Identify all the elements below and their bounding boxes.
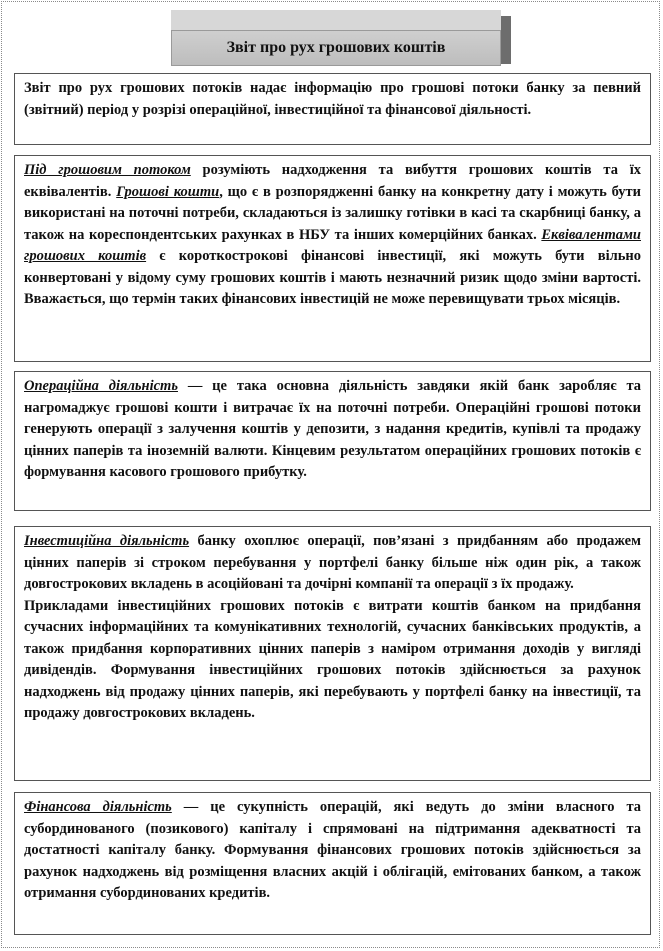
investing-examples: Прикладами інвестиційних грошових потоків є витрати коштів банком на придбання сучасних інформаційних та комунікативних технологій, сучасних банківських продуктів, а також придбання корпоративних цінних паперів з наміром отримання доходів у вигляді дивідендів. Формування інвестиційних грошових потоків здійснюється за рахунок надходжень від продажу цінних паперів, які перебувають у портфелі банку на інвестиції, та продажу довгострокових вкладень. [24,597,641,721]
investing-term: Інвестиційна діяльність [24,533,190,549]
operating-activity-card [14,371,651,511]
title-banner [171,10,511,65]
equivalents-text: є короткострокові фінансові інвестиції, які можуть бути вільно конвертовані у відому суму грошових коштів і мають незначний ризик щодо зміни вартості. Вважається, що термін таких фінансових інвестицій не може перевищувати трьох місяців. [24,248,642,307]
definitions-card [14,155,651,362]
cash-text: , що є в розпорядженні банку на конкретну дату і можуть бути використані на поточні потреби, складаються із залишку готівки в касі та скарбниці банку, а також на кореспондентських рахунках в НБУ та інших комерційних банках. [24,183,641,243]
investing-text: банку охоплює операції, пов’язані з придбанням або продажем цінних паперів зі строком перебування у портфелі банку більше ніж один рік, а також довгострокових вкладень в асоційовані та дочірні компанії та операції з їх продажу. [24,533,641,592]
equivalents-term: Еквівалентами грошових коштів [24,226,641,264]
operating-paragraph [24,376,641,484]
cash-term: Грошові кошти [116,183,220,200]
financing-activity-card [14,792,651,935]
intro-card [14,73,651,145]
definitions-paragraph [24,160,641,311]
financing-term: Фінансова діяльність [24,799,172,815]
page-title: Звіт про рух грошових коштів [171,30,501,66]
cash-flow-term: Під грошовим потоком [24,162,191,178]
investing-activity-card [14,526,651,781]
title-banner-shadow [501,16,511,64]
financing-paragraph [24,797,641,905]
operating-text: — це така основна діяльність завдяки якій банк заробляє та нагромаджує грошові кошти і витрачає їх на поточні потреби. Операційні грошові потоки генерують операції з залучення коштів у депозити, з надання кредитів, купівлі та продажу цінних паперів та іноземній валюти. Кінцевим результатом операційних грошових потоків є формування касового грошового прибутку. [24,378,642,480]
cash-flow-text: розуміють надходження та вибуття грошових коштів та їх еквівалентів. [24,162,641,200]
intro-text: Звіт про рух грошових потоків надає інформацію про грошові потоки банку за певний (звітний) період у розрізі операційної, інвестиційної та фінансової діяльності. [24,80,641,118]
operating-term: Операційна діяльність [24,378,178,394]
investing-paragraph [24,531,641,596]
financing-text: — це сукупність операцій, які ведуть до зміни власного та субординованого (позикового) капіталу і спрямовані на підтримання адекватності та достатності капіталу банку. Формування фінансових грошових потоків здійснюється за рахунок надходжень від розміщення власних акцій і облігацій, емітованих банком, а також отримання субординованих кредитів. [24,799,641,901]
